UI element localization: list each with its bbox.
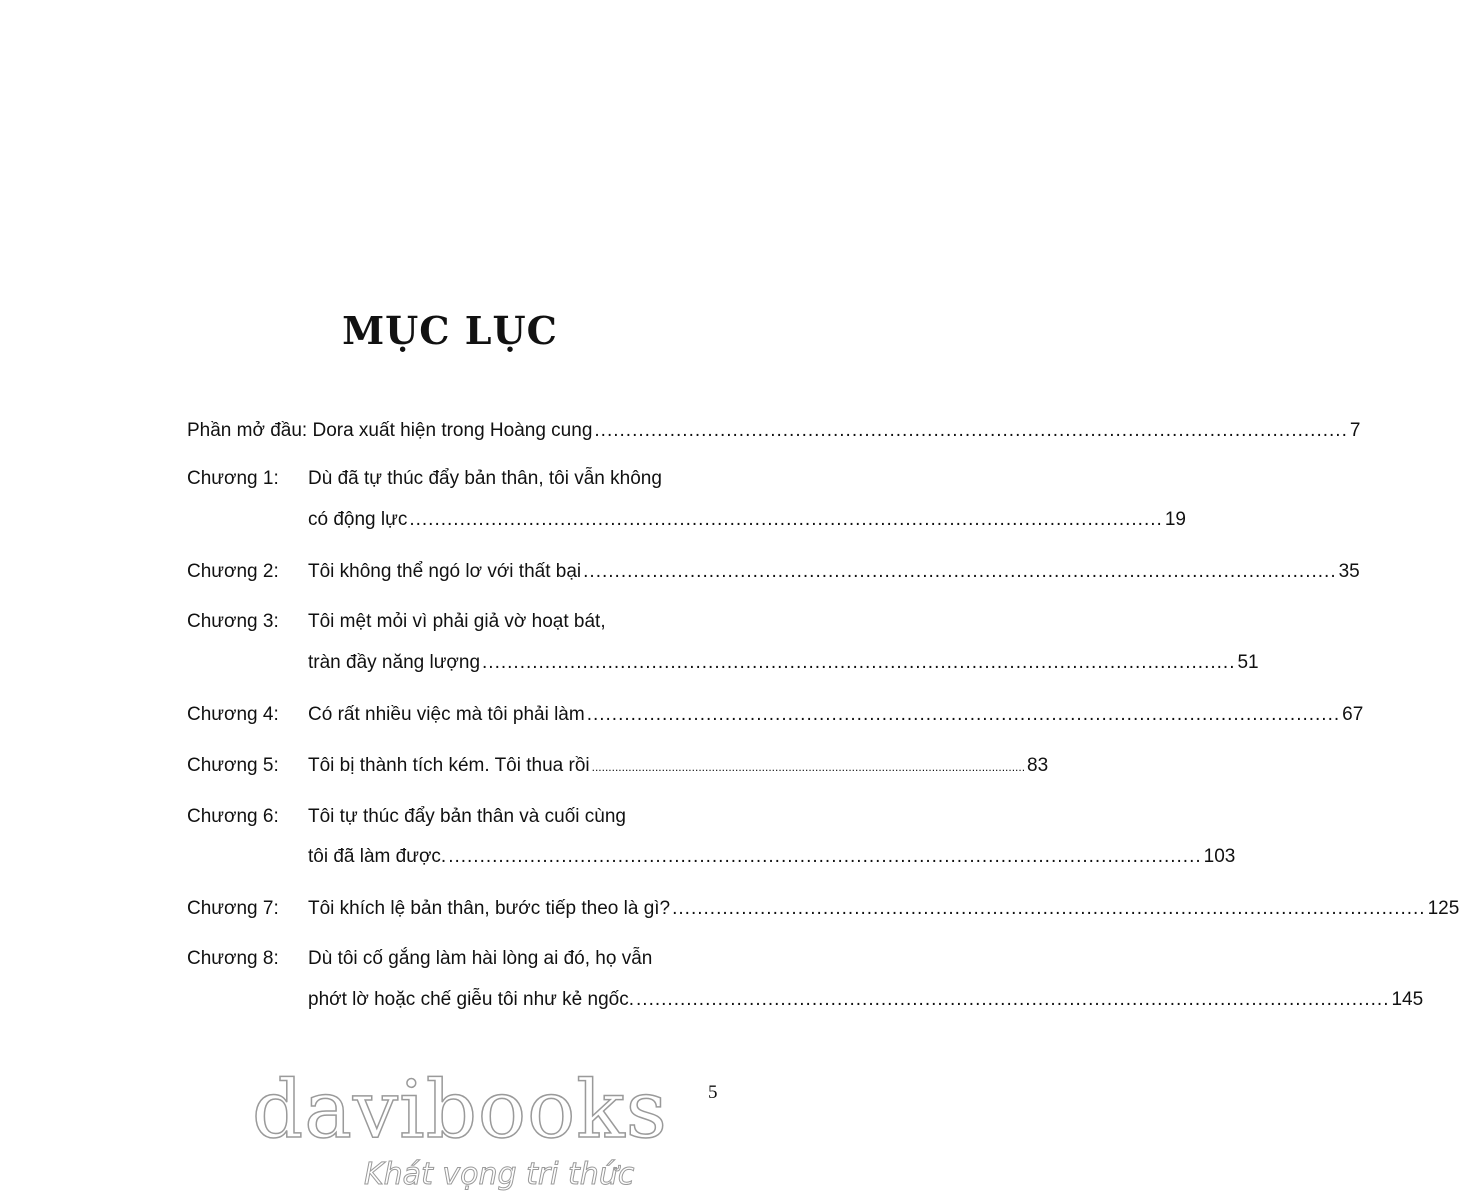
chapter-label: Chương 2: (187, 561, 279, 582)
chapter-label: Chương 3: (187, 611, 279, 632)
chapter-page: 145 (1391, 989, 1424, 1010)
toc-chapter-3 (187, 607, 727, 637)
toc-chapter-2 (187, 557, 1360, 587)
toc-chapter-1 (187, 464, 727, 494)
chapter-label: Chương 1: (187, 468, 279, 489)
chapter-page: 67 (1342, 704, 1364, 725)
watermark-brand: davibooks (252, 1063, 668, 1156)
chapter-page: 83 (1027, 755, 1049, 776)
toc-leader-dots: ........................................................................................................................ (583, 561, 1337, 582)
chapter-title-line1: Tôi tự thúc đẩy bản thân và cuối cùng (308, 806, 626, 827)
toc-chapter-4 (187, 700, 1364, 730)
page-title: MỤC LỤC (342, 308, 558, 353)
chapter-title-line2: có động lực (308, 509, 408, 530)
chapter-title-line1: Tôi khích lệ bản thân, bước tiếp theo là gì? (308, 898, 671, 919)
chapter-title-line2: tràn đầy năng lượng (308, 652, 481, 673)
toc-leader-dots: ........................................................................................................................ (586, 704, 1341, 725)
chapter-title-line1: Tôi không thể ngó lơ với thất bại (308, 561, 582, 582)
toc-leader-dots: ........................................................................................................................ (672, 898, 1426, 919)
toc-leader-dots: ........................................................................................................................ (636, 989, 1390, 1010)
chapter-label: Chương 4: (187, 704, 279, 725)
chapter-title-line2: tôi đã làm được. (308, 846, 447, 867)
chapter-title-line2: phớt lờ hoặc chế giễu tôi như kẻ ngốc. (308, 989, 635, 1010)
chapter-title-line1: Dù tôi cố gắng làm hài lòng ai đó, họ vẫn (308, 948, 653, 969)
toc-chapter-7 (187, 894, 1459, 924)
page-number: 5 (708, 1082, 718, 1103)
chapter-page: 103 (1203, 846, 1236, 867)
toc-chapter-3-cont (187, 648, 1259, 678)
chapter-label: Chương 7: (187, 898, 279, 919)
toc-intro-text: Phần mở đầu: Dora xuất hiện trong Hoàng cung (187, 420, 593, 441)
chapter-title-line1: Dù đã tự thúc đẩy bản thân, tôi vẫn không (308, 468, 662, 489)
toc-chapter-6 (187, 802, 727, 832)
chapter-title-line1: Tôi bị thành tích kém. Tôi thua rồi (308, 755, 590, 776)
chapter-page: 51 (1237, 652, 1259, 673)
chapter-page: 35 (1338, 561, 1360, 582)
toc-chapter-6-cont (187, 842, 1236, 872)
chapter-title-line1: Có rất nhiều việc mà tôi phải làm (308, 704, 585, 725)
chapter-label: Chương 8: (187, 948, 279, 969)
toc-chapter-5 (187, 751, 1049, 781)
toc-chapter-8 (187, 944, 727, 974)
toc-intro (187, 416, 1361, 446)
toc-leader-dots: ........................................................................................................................ (594, 420, 1348, 441)
toc-leader-dots: ........................................................................................................................ (448, 846, 1202, 867)
chapter-label: Chương 6: (187, 806, 279, 827)
chapter-label: Chương 5: (187, 755, 279, 776)
toc-leader-dots: ........................................................................................................................ (409, 509, 1163, 530)
watermark-tagline: Khát vọng tri thức (364, 1157, 635, 1192)
toc-chapter-8-cont (187, 985, 1424, 1015)
chapter-page: 125 (1427, 898, 1459, 919)
chapter-title-line1: Tôi mệt mỏi vì phải giả vờ hoạt bát, (308, 611, 606, 632)
toc-leader-dots: ........................................................................................................................ (482, 652, 1236, 673)
toc-intro-page: 7 (1349, 420, 1361, 441)
toc-chapter-1-cont (187, 505, 1186, 535)
watermark (252, 1065, 672, 1200)
toc-leader-dots: .................................................................................................................................. (591, 760, 1026, 774)
chapter-page: 19 (1164, 509, 1186, 530)
